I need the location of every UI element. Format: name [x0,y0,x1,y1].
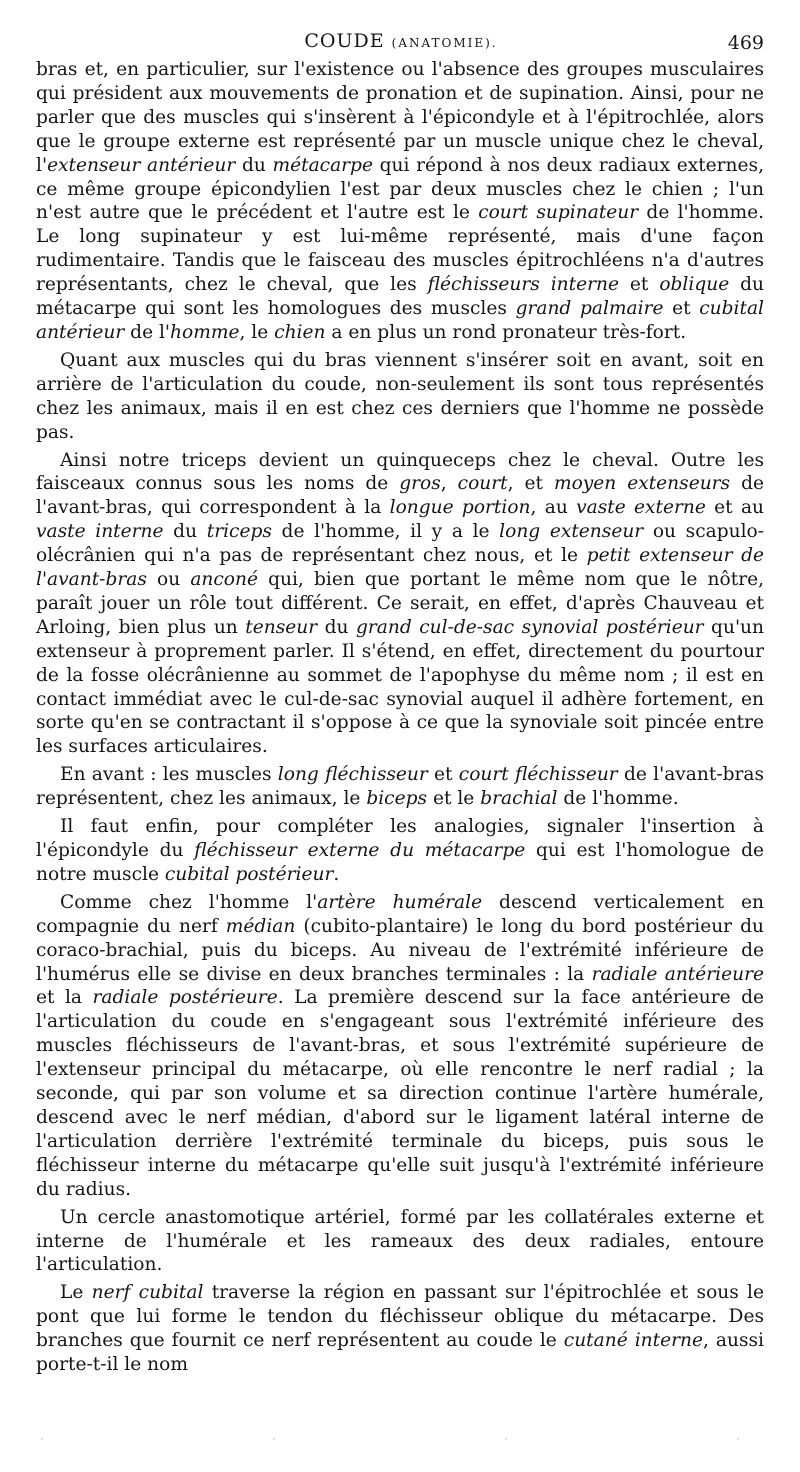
italic-term: grand cul-de-sac synovial postérieur [356,616,704,638]
scan-dot: · [272,1432,276,1446]
paragraph [36,815,764,887]
text-run: . La première descend sur la face antérieure de l'articulation du coude en s'engageant sous l'extrémité inférieure des muscles fléchisseurs de l'avant-bras, et sous l'extrémité supérieure de l'extenseur principal du métacarpe, où elle rencontre le nerf radial ; la seconde, qui par son volume et sa direction continue l'artère humérale, descend avec le nerf médian, d'abord sur le ligament latéral interne de l'articulation derrière l'extrémité terminale du biceps, puis sous le fléchisseur interne du métacarpe qu'elle suit jusqu'à l'extrémité inférieure du radius. [36,987,765,1200]
text-run: En avant : les muscles [60,764,278,786]
text-run: descend verticalement en compagnie du nerf [36,891,765,937]
italic-term: oblique [659,274,730,296]
scan-dot: · [736,1432,740,1446]
italic-term: fléchisseur externe du métacarpe [194,840,526,861]
italic-term: médian [225,915,296,937]
text-run: , le [239,321,275,343]
text-run: et [663,298,700,320]
running-title [36,30,766,52]
text-run: , [440,473,458,495]
paragraph [36,449,764,760]
text-run: qui répond à nos deux radiaux externes, ce même groupe épicondylien l'est par deux muscles chez le chien ; l'un n'est autre que le précédent et l'autre est le [36,154,764,224]
italic-term: radiale postérieure [92,987,278,1009]
italic-term: court fléchisseur [458,764,618,786]
text-run: du métacarpe qui sont les homologues des muscles [36,274,765,320]
text-run: traverse la région en passant sur l'épitrochlée et sous le pont que lui forme le tendon du fléchisseur oblique du métacarpe. Des branches que fournit ce nerf représentent au coude le [36,1282,765,1352]
text-run: Comme chez l'homme l' [60,891,318,913]
italic-term: moyen extenseurs [553,473,731,495]
text-run: Il faut enfin, pour compléter les analogies, signaler l'insertion à l'épicondyle du [36,816,764,861]
text-run: et le [427,788,481,810]
text-run: et [619,274,660,296]
italic-term: cutané interne [563,1330,703,1352]
italic-term: gros [399,473,441,495]
scan-dot: · [40,1432,44,1446]
italic-term: vaste externe [576,497,706,519]
body-text [36,58,764,1381]
text-run: de l'homme. [557,788,679,810]
text-run: qui est l'homologue de notre muscle [36,840,764,885]
scan-dot: · [504,1432,508,1446]
text-run: du [163,521,207,543]
text-run: , aussi porte-t-il le nom [36,1330,765,1376]
italic-term: vaste interne [36,521,164,543]
text-run: ou [146,569,191,591]
text-run: Le [60,1282,92,1304]
italic-term: long fléchisseur [277,764,428,786]
paragraph [36,349,764,445]
text-run: . [333,863,340,885]
text-run: qu'un extenseur à proprement parler. Il s'étend, en effet, directement du pourtour de la fosse olécrânienne au sommet de l'apophyse du même nom ; il est en contact immédiat avec le cul-de-sac synovial auquel il adhère fortement, en sorte qu'en se contractant il s'oppose à ce que la synoviale soit pincée entre les surfaces articulaires. [36,616,764,758]
paragraph [36,891,764,1202]
text-run: ou scapulo-olécrânien qui n'a pas de représentant chez nous, et le [36,521,765,567]
text-run: bras et, en particulier, sur l'existence ou l'absence des groupes musculaires qui président aux mouvements de pronation et de supination. Ainsi, pour ne parler que des muscles qui s'insèrent à l'épicondyle et à l'épitrochlée, alors que le groupe externe est représenté par un muscle unique chez le cheval, l' [36,59,764,176]
italic-term: métacarpe [272,154,373,176]
paragraph [36,1206,764,1278]
text-run: de l'avant-bras, qui correspondent à la [36,473,764,519]
italic-term: artère humérale [317,891,483,913]
text-run: et la [36,987,93,1009]
italic-term: chien [274,321,326,343]
italic-term: fléchisseurs interne [427,274,619,296]
text-run: qui, bien que portant le même nom que le nôtre, paraît jouer un rôle tout différent. Ce serait, en effet, d'après Chauveau et Arloing, bien plus un [36,569,764,638]
italic-term: nerf cubital [91,1282,204,1304]
italic-term: radiale antérieure [591,963,764,985]
italic-term: long extenseur [499,521,644,543]
text-run: Ainsi notre triceps devient un quinqueceps chez le cheval. Outre les faisceaux connus sous les noms de [36,449,764,495]
text-run: a en plus un rond pronateur très-fort. [325,321,687,343]
italic-term: anconé [190,569,258,591]
text-run: de l'homme, il y a le [271,521,500,543]
text-run: Un cercle anastomotique artériel, formé par les collatérales externe et interne de l'humérale et les rameaux des deux radiales, entoure l'articulation. [36,1206,764,1276]
paragraph [36,1281,764,1377]
italic-term: brachial [480,788,558,810]
text-run: du [317,616,356,638]
italic-term: petit extenseur de l'avant-bras [36,545,764,591]
italic-term: tenseur [245,616,318,638]
running-title-main: COUDE [304,30,385,52]
text-run: du [235,154,273,176]
italic-term: court [457,473,508,495]
italic-term: extenseur antérieur [47,154,236,176]
text-run: et [427,764,459,786]
text-run: (cubito-plantaire) le long du bord postérieur du coraco-brachial, puis du biceps. Au niveau de l'extrémité inférieure de l'humérus elle se divise en deux branches terminales : la [36,915,764,985]
italic-term: grand palmaire [515,298,664,320]
page-header [36,30,766,58]
paragraph [36,58,764,345]
italic-term: cubital postérieur [164,863,334,885]
italic-term: homme [170,321,240,343]
italic-term: longue portion [389,497,531,519]
text-run: , et [507,473,554,495]
text-run: Quant aux muscles qui du bras viennent s'insérer soit en avant, soit en arrière de l'articulation du coude, non-seulement ils sont tous représentés chez les animaux, mais il en est chez ces derniers que l'homme ne possède pas. [36,349,764,443]
paragraph [36,763,764,811]
text-run: et au [705,497,765,519]
text-run: de l' [124,321,171,343]
text-run: de l'avant-bras représentent, chez les animaux, le [36,764,765,810]
italic-term: triceps [206,521,272,543]
running-title-subtitle: (ANATOMIE). [391,36,498,50]
text-run: , au [530,497,577,519]
text-run: de l'homme. Le long supinateur y est lui-même représenté, mais d'une façon rudimentaire. Tandis que le faisceau des muscles épitrochléens n'a d'autres représentants, chez le cheval, que les [36,202,765,296]
italic-term: cubital antérieur [36,298,765,343]
italic-term: biceps [366,788,428,810]
italic-term: court supinateur [478,202,639,224]
footer-scan-marks [40,1432,740,1444]
page-number: 469 [727,32,764,54]
